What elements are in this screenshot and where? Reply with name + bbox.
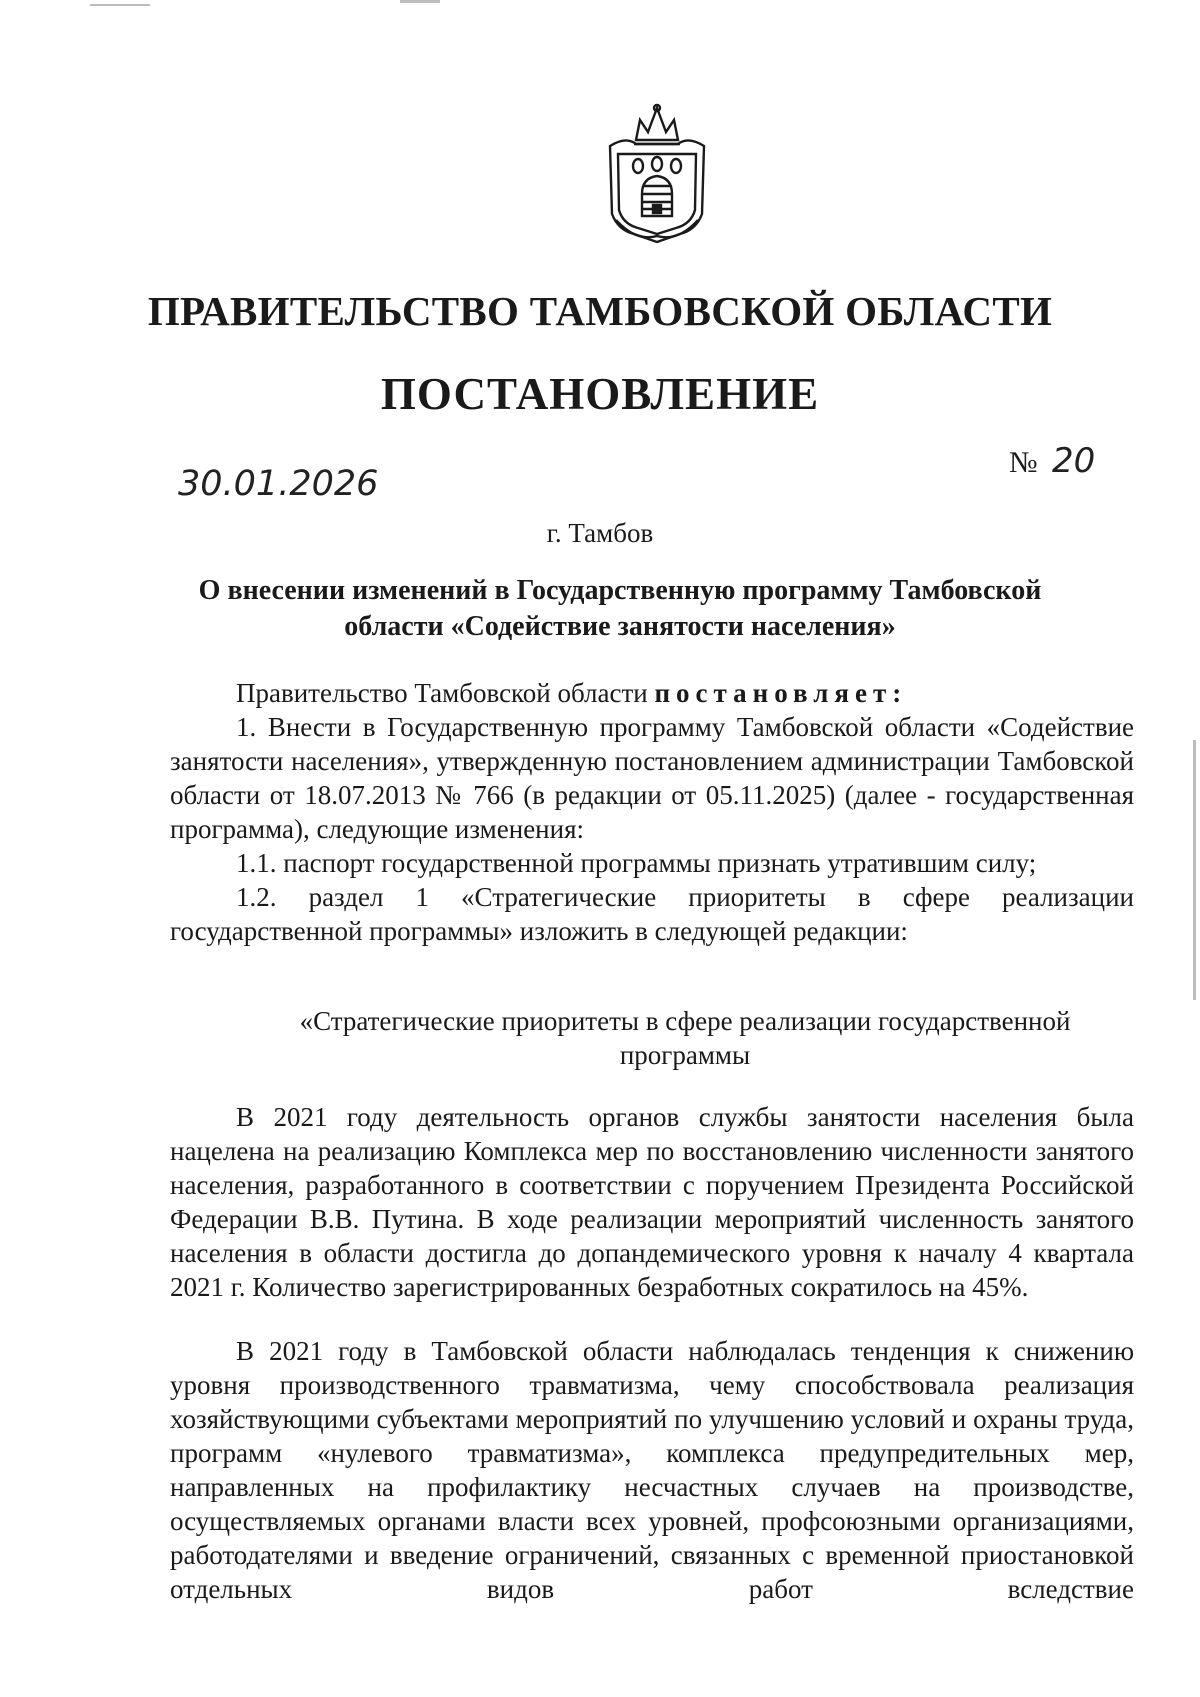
resolution-body [170,676,1134,948]
preamble-text: Правительство Тамбовской области [236,678,655,708]
tambov-coat-of-arms-icon [596,102,719,247]
document-subject [170,573,1070,645]
number-label: № [1009,446,1038,479]
paragraph-1 [170,1100,1134,1304]
clause-1-1: 1.1. паспорт государственной программы признать утратившим силу; [236,848,1037,878]
section-title-line-2: программы [619,1040,751,1070]
scan-artifact [90,4,150,6]
section-title [255,1004,1115,1072]
paragraph-1-text: В 2021 году деятельность органов службы занятости населения была нацелена на реализацию Комплекса мер по восстановлению численности занятого населения, разработанного в соответствии с поручением Президента Российской Федерации В.В. Путина. В ходе реализации мероприятий численность занятого населения в области достигла до допандемического уровня к началу 4 квартала 2021 г. Количество зарегистрированных безработных сократилось на 45%. [170,1102,1134,1302]
scan-artifact [400,0,440,3]
document-type: ПОСТАНОВЛЕНИЕ [380,369,820,419]
subject-line-2: области «Содействие занятости населения» [344,611,896,642]
document-number: 20 [1052,441,1096,481]
preamble-verb: постановляет: [654,678,908,708]
paragraph-2-text: В 2021 году в Тамбовской области наблюдалась тенденция к снижению уровня производственного травматизма, чему способствовала реализация хозяйствующими субъектами мероприятий по улучшению условий и охраны труда, программ «нулевого травматизма», комплекса предупредительных мер, направленных на профилактику несчастных случаев на производстве, осуществляемых органами власти всех уровней, профсоюзными организациями, работодателями и введение ограничений, связанных с временной приостановкой отдельных видов работ вследствие [170,1336,1134,1604]
section-title-line-1: «Стратегические приоритеты в сфере реализации государственной [299,1006,1071,1036]
document-date: 30.01.2026 [178,464,379,504]
subject-line-1: О внесении изменений в Государственную программу Тамбовской [198,575,1042,606]
city: г. Тамбов [546,518,654,548]
scan-artifact [1193,740,1196,1000]
clause-1: 1. Внести в Государственную программу Тамбовской области «Содействие занятости населения», утвержденную постановлением администрации Тамбовской области от 18.07.2013 № 766 (в редакции от 05.11.2025) (далее - государственная программа), следующие изменения: [170,712,1134,844]
preamble [170,676,1134,710]
paragraph-2 [170,1334,1134,1606]
organization-title: ПРАВИТЕЛЬСТВО ТАМБОВСКОЙ ОБЛАСТИ [147,288,1053,334]
clause-1-2: 1.2. раздел 1 «Стратегические приоритеты в сфере реализации государственной программы» изложить в следующей редакции: [170,882,1134,946]
